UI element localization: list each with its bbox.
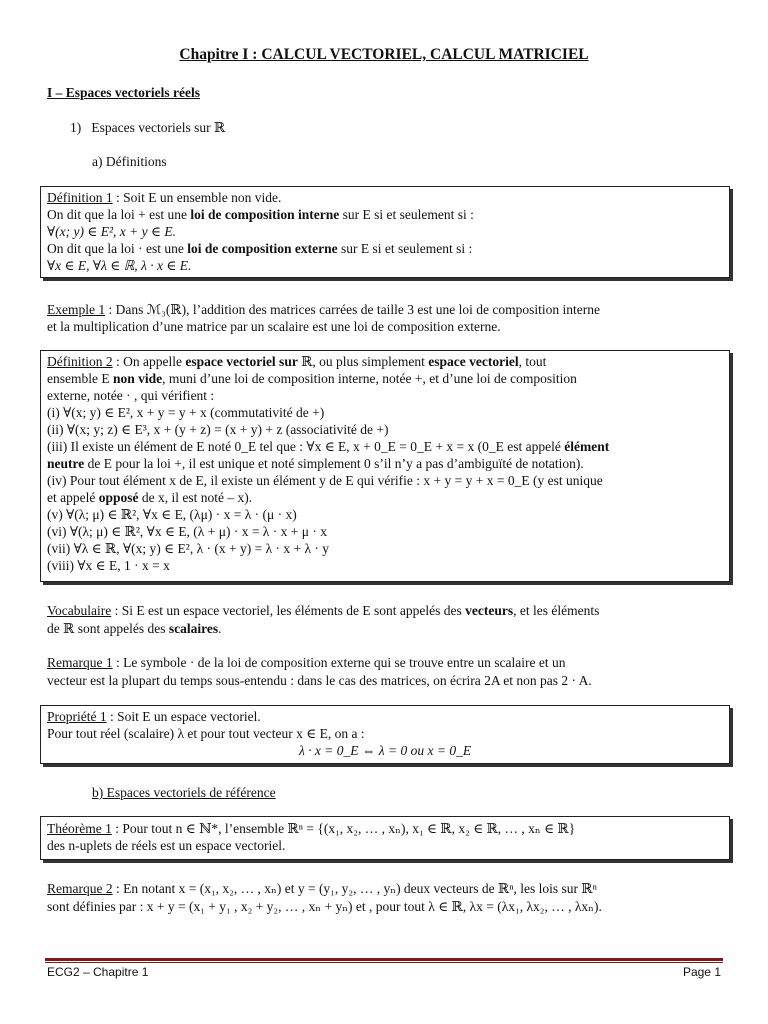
- section-heading: I – Espaces vectoriels réels: [47, 85, 200, 100]
- subsection-heading: [70, 119, 225, 136]
- footer-rule-thin: [45, 962, 723, 963]
- subsection-label: 1) Espaces vectoriels sur ℝ: [70, 120, 226, 135]
- axiom-v: (v) ∀(λ; μ) ∈ ℝ², ∀x ∈ E, (λμ) · x = λ · (μ · x): [47, 507, 297, 522]
- axiom-vii: (vii) ∀λ ∈ ℝ, ∀(x; y) ∈ E², λ · (x + y) = λ · x + λ · y: [47, 541, 330, 556]
- page-title: Chapitre I : CALCUL VECTORIEL, CALCUL MATRICIEL: [179, 46, 589, 63]
- vocabulary-line-2: de ℝ sont appelés des scalaires.: [47, 621, 222, 636]
- def1-line-1: Définition 1 : Soit E un ensemble non vide.: [47, 190, 282, 205]
- example-1-line-2: et la multiplication d’une matrice par un scalaire est une loi de composition externe.: [47, 319, 501, 334]
- axiom-iv: (iv) Pour tout élément x de E, il existe un élément y de E qui vérifie : x + y = y + x = 0_E (y est unique: [47, 473, 603, 488]
- axiom-iii: (iii) Il existe un élément de E noté 0_E tel que : ∀x ∈ E, x + 0_E = 0_E + x = x (0_E est appelé élément: [47, 439, 610, 454]
- definition-2-box: [40, 350, 730, 582]
- footer-left: ECG2 – Chapitre 1: [47, 965, 149, 979]
- theorem-1-box: [40, 816, 730, 860]
- def2-line-1: Définition 2 : On appelle espace vectoriel sur ℝ, ou plus simplement espace vectoriel, tout: [47, 354, 547, 369]
- remark-2-line-2: sont définies par : x + y = (x₁ + y₁ , x₂ + y₂, … , xₙ + yₙ) et , pour tout λ ∈ ℝ, λx = (λx₁, λx₂, … , λxₙ).: [47, 899, 602, 914]
- footer-rule: [45, 958, 723, 961]
- axiom-ii: (ii) ∀(x; y; z) ∈ E³, x + (y + z) = (x + y) + z (associativité de +): [47, 422, 389, 437]
- axiom-viii: (viii) ∀x ∈ E, 1 · x = x: [47, 558, 170, 573]
- remark-2-line-1: Remarque 2 : En notant x = (x₁, x₂, … , xₙ) et y = (y₁, y₂, … , yₙ) deux vecteurs de ℝⁿ, les lois sur ℝⁿ: [47, 881, 597, 896]
- axiom-iii-cont: neutre de E pour la loi +, il est unique et noté simplement 0 s’il n’y a pas d’ambiguïté de notation).: [47, 456, 584, 471]
- def1-line-4: On dit que la loi · est une loi de composition externe sur E si et seulement si :: [47, 241, 473, 256]
- prop1-line-1: Propriété 1 : Soit E un espace vectoriel.: [47, 709, 261, 724]
- def1-line-2: On dit que la loi + est une loi de composition interne sur E si et seulement si :: [47, 207, 474, 222]
- remark-1-line-1: Remarque 1 : Le symbole · de la loi de composition externe qui se trouve entre un scalaire et un: [47, 655, 566, 670]
- definition-1-box: [40, 186, 730, 278]
- prop1-line-2: Pour tout réel (scalaire) λ et pour tout vecteur x ∈ E, on a :: [47, 726, 365, 741]
- thm1-line-2: des n-uplets de réels est un espace vectoriel.: [47, 838, 286, 853]
- vocabulary-line-1: Vocabulaire : Si E est un espace vectoriel, les éléments de E sont appelés des vecteurs, et les éléments: [47, 603, 600, 618]
- property-1-box: [40, 705, 730, 764]
- axiom-i: (i) ∀(x; y) ∈ E², x + y = y + x (commutativité de +): [47, 405, 325, 420]
- def2-line-3: externe, notée · , qui vérifient :: [47, 388, 215, 403]
- example-1-line-1: Exemple 1 : Dans ℳ₃(ℝ), l’addition des matrices carrées de taille 3 est une loi de composition interne: [47, 302, 600, 317]
- def1-line-5: ∀x ∈ E, ∀λ ∈ ℝ, λ · x ∈ E.: [47, 258, 192, 273]
- def2-line-2: ensemble E non vide, muni d’une loi de composition interne, notée +, et d’une loi de composition: [47, 371, 577, 386]
- thm1-line-1: Théorème 1 : Pour tout n ∈ ℕ*, l’ensemble ℝⁿ = {(x₁, x₂, … , xₙ), x₁ ∈ ℝ, x₂ ∈ ℝ, … , xₙ ∈ ℝ}: [47, 821, 576, 836]
- sub-a-heading: a) Définitions: [92, 154, 167, 169]
- def1-line-3: ∀(x; y) ∈ E², x + y ∈ E.: [47, 224, 176, 239]
- prop1-formula: λ · x = 0_E ⇔ λ = 0 ou x = 0_E: [298, 743, 472, 758]
- axiom-vi: (vi) ∀(λ; μ) ∈ ℝ², ∀x ∈ E, (λ + μ) · x = λ · x + μ · x: [47, 524, 327, 539]
- sub-b-heading: b) Espaces vectoriels de référence: [92, 785, 276, 800]
- axiom-iv-cont: et appelé opposé de x, il est noté – x).: [47, 490, 253, 505]
- remark-1-line-2: vecteur est la plupart du temps sous-entendu : dans le cas des matrices, on écrira 2A et non pas 2 · A.: [47, 673, 592, 688]
- footer-page-number: Page 1: [682, 965, 721, 979]
